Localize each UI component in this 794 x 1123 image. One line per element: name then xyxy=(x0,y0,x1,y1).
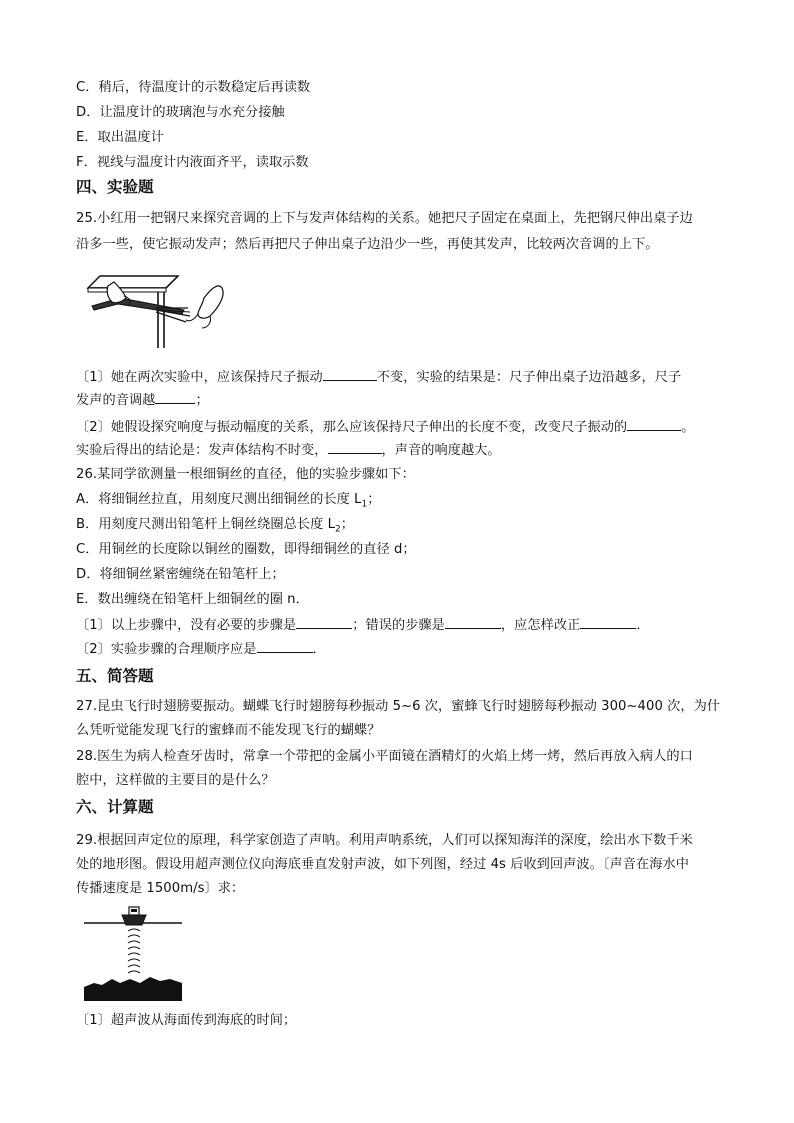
q25-part1-line2: 发声的音调越 ； xyxy=(76,393,209,408)
q25-part1-line1: 〔1〕她在两次实验中，应该保持尺子振动 不变，实验的结果是：尺子伸出桌子边沿越多，尺子 xyxy=(76,370,682,385)
q25-part2-line2: 实验后得出的结论是：发声体结构不时变， ，声音的响度越大。 xyxy=(76,443,501,458)
option-c: C．稍后，待温度计的示数稳定后再读数 xyxy=(76,80,311,95)
section-heading-experiment: 四、实验题 xyxy=(76,178,154,196)
q25-part2-line1: 〔2〕她假设探究响度与振动幅度的关系，那么应该保持尺子伸出的长度不变，改变尺子振动的 。 xyxy=(76,420,695,435)
section-heading-calculation: 六、计算题 xyxy=(76,798,154,816)
q29-line1: 29.根据回声定位的原理，科学家创造了声呐。利用声呐系统，人们可以探知海洋的深度，绘出水下数千米 xyxy=(76,833,693,848)
q26-step-c: C．用铜丝的长度除以铜丝的圈数，即得细铜丝的直径 d； xyxy=(76,542,416,557)
q28-line2: 腔中，这样做的主要目的是什么？ xyxy=(76,773,275,788)
answer-blank[interactable] xyxy=(627,418,681,431)
q26-part2: 〔2〕实验步骤的合理顺序应是 ． xyxy=(76,642,326,657)
q25-stem-line2: 沿多一些，使它振动发声；然后再把尺子伸出桌子边沿少一些，再使其发声，比较两次音调的上下。 xyxy=(76,237,659,252)
answer-blank[interactable] xyxy=(257,640,313,653)
section-heading-short-answer: 五、简答题 xyxy=(76,667,154,685)
q26-stem: 26.某同学欲测量一根细铜丝的直径，他的实验步骤如下： xyxy=(76,467,415,482)
option-e: E．取出温度计 xyxy=(76,130,164,145)
option-d: D．让温度计的玻璃泡与水充分接触 xyxy=(76,105,285,120)
answer-blank[interactable] xyxy=(328,441,382,454)
q26-step-a: A．将细铜丝拉直，用刻度尺测出细铜丝的长度 $L_1$； xyxy=(76,492,381,510)
q26-step-e: E．数出缠绕在铅笔杆上细铜丝的圈 n． xyxy=(76,592,309,607)
q26-step-d: D．将细铜丝紧密缠绕在铅笔杆上； xyxy=(76,567,285,582)
q27-line2: 么凭听觉能发现飞行的蜜蜂而不能发现飞行的蝴蝶？ xyxy=(76,723,381,738)
answer-blank[interactable] xyxy=(323,368,377,381)
q28-line1: 28.医生为病人检查牙齿时，常拿一个带把的金属小平面镜在酒精灯的火焰上烤一烤，然后再放入病人的口 xyxy=(76,749,693,764)
q25-stem-line1: 25.小红用一把钢尺来探究音调的上下与发声体结构的关系。她把尺子固定在桌面上，先把钢尺伸出桌子边 xyxy=(76,211,693,226)
ruler-on-table-figure xyxy=(86,268,230,350)
q29-line3: 传播速度是 1500m/s〕求： xyxy=(76,881,245,896)
answer-blank[interactable] xyxy=(155,391,195,404)
q27-line1: 27.昆虫飞行时翅膀要振动。蝴蝶飞行时翅膀每秒振动 5~6 次，蜜蜂飞行时翅膀每秒振动 300~400 次，为什 xyxy=(76,699,721,714)
q26-step-b: B．用刻度尺测出铅笔杆上铜丝绕圈总长度 $L_2$； xyxy=(76,517,355,535)
option-f: F．视线与温度计内液面齐平，读取示数 xyxy=(76,155,309,170)
sonar-ship-figure xyxy=(84,903,184,1003)
answer-blank[interactable] xyxy=(445,616,501,629)
answer-blank[interactable] xyxy=(580,616,636,629)
q26-part1: 〔1〕以上步骤中，没有必要的步骤是 ；错误的步骤是 ，应怎样改正 ． xyxy=(76,618,650,633)
answer-blank[interactable] xyxy=(296,616,352,629)
q29-part1: 〔1〕超声波从海面传到海底的时间； xyxy=(76,1013,297,1028)
q29-line2: 处的地形图。假设用超声测位仪向海底垂直发射声波，如下列图，经过 4s 后收到回声波。〔声音在海水中 xyxy=(76,857,689,872)
